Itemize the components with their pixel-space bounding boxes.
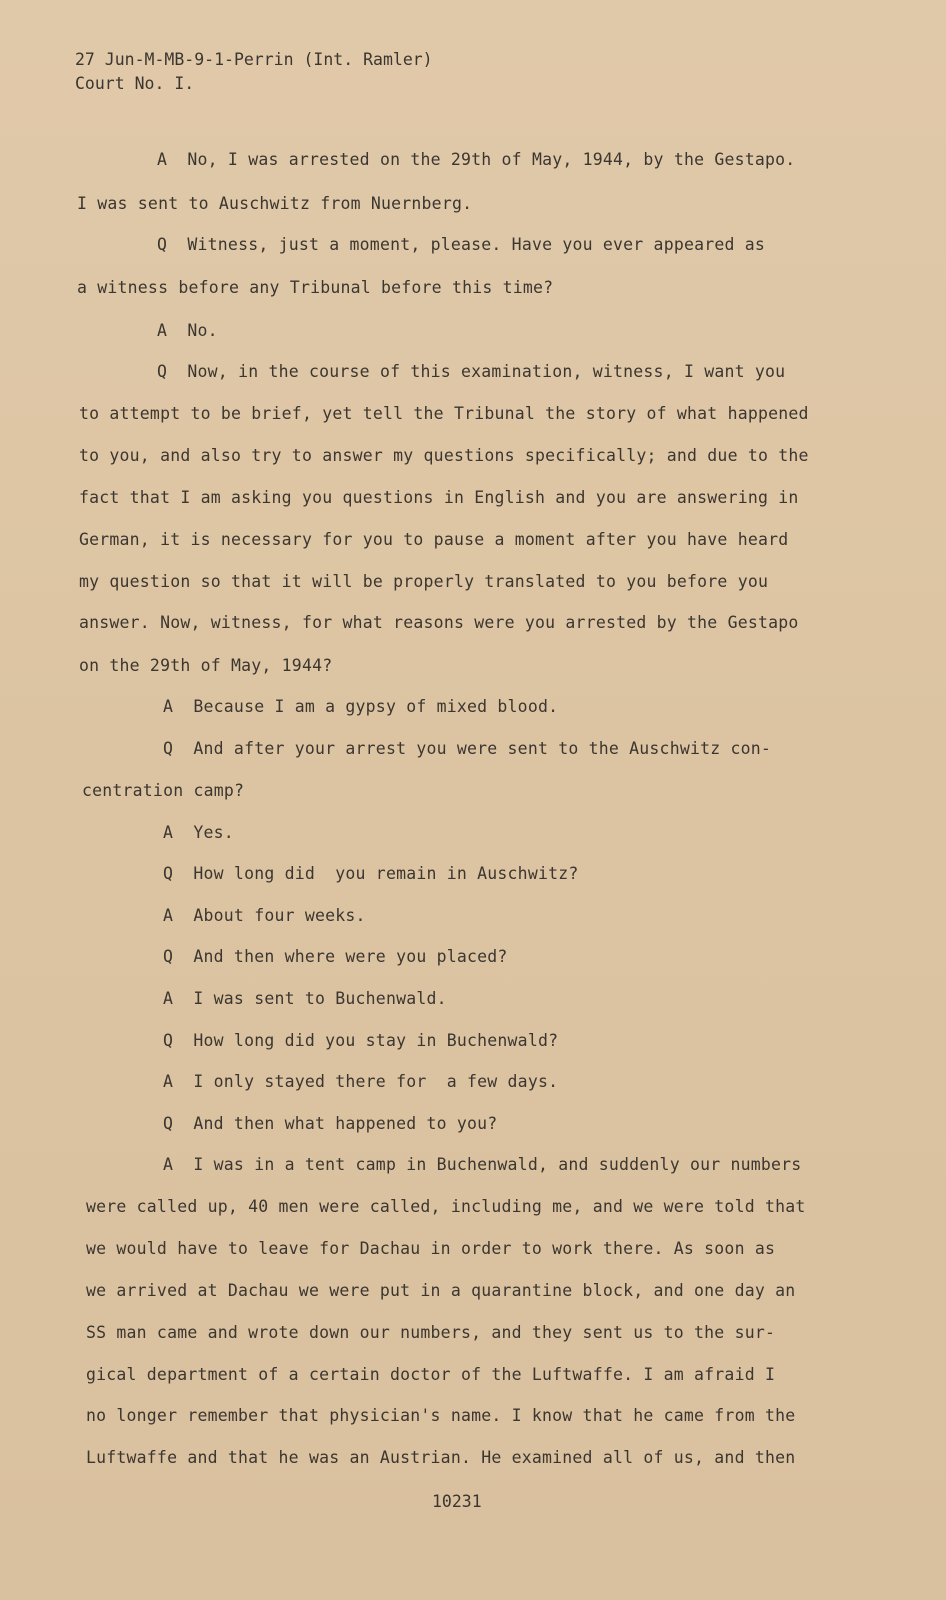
text-line: we arrived at Dachau we were put in a quarantine block, and one day an: [86, 1281, 796, 1300]
text-line: Q Now, in the course of this examination, witness, I want you: [157, 362, 786, 381]
text-line: answer. Now, witness, for what reasons were you arrested by the Gestapo: [79, 613, 799, 632]
text-line: A I only stayed there for a few days.: [163, 1072, 559, 1091]
text-line: A No, I was arrested on the 29th of May, 1944, by the Gestapo.: [157, 150, 796, 169]
text-line: Q And then where were you placed?: [163, 947, 508, 966]
text-line: were called up, 40 men were called, including me, and we were told that: [86, 1197, 806, 1216]
text-line: my question so that it will be properly translated to you before you: [79, 572, 769, 591]
text-line: we would have to leave for Dachau in order to work there. As soon as: [86, 1239, 776, 1258]
text-line: Q And after your arrest you were sent to the Auschwitz con-: [163, 739, 772, 758]
text-line: A I was sent to Buchenwald.: [163, 989, 447, 1008]
text-line: no longer remember that physician's name. I know that he came from the: [86, 1406, 796, 1425]
text-line: SS man came and wrote down our numbers, and they sent us to the sur-: [86, 1323, 776, 1342]
text-line: on the 29th of May, 1944?: [79, 656, 333, 675]
text-line: I was sent to Auschwitz from Nuernberg.: [77, 194, 473, 213]
text-line: Q How long did you remain in Auschwitz?: [163, 864, 579, 883]
text-line: A Because I am a gypsy of mixed blood.: [163, 697, 559, 716]
text-line: fact that I am asking you questions in English and you are answering in: [79, 488, 799, 507]
text-line: centration camp?: [82, 781, 245, 800]
text-line: A No.: [157, 321, 218, 340]
text-line: A Yes.: [163, 823, 234, 842]
text-line: German, it is necessary for you to pause a moment after you have heard: [79, 530, 789, 549]
text-line: to you, and also try to answer my questions specifically; and due to the: [79, 446, 809, 465]
text-line: gical department of a certain doctor of the Luftwaffe. I am afraid I: [86, 1365, 776, 1384]
text-line: A About four weeks.: [163, 906, 366, 925]
text-line: to attempt to be brief, yet tell the Tribunal the story of what happened: [79, 404, 809, 423]
text-line: Q And then what happened to you?: [163, 1114, 498, 1133]
header-court-line: Court No. I.: [75, 74, 195, 93]
text-line: Q How long did you stay in Buchenwald?: [163, 1031, 559, 1050]
page-number: 10231: [432, 1492, 482, 1511]
text-line: A I was in a tent camp in Buchenwald, and suddenly our numbers: [163, 1155, 802, 1174]
text-line: a witness before any Tribunal before this time?: [77, 278, 554, 297]
document-header: [75, 48, 433, 96]
header-case-line: 27 Jun-M-MB-9-1-Perrin (Int. Ramler): [75, 50, 433, 69]
text-line: Q Witness, just a moment, please. Have you ever appeared as: [157, 235, 766, 254]
text-line: Luftwaffe and that he was an Austrian. He examined all of us, and then: [86, 1448, 796, 1467]
